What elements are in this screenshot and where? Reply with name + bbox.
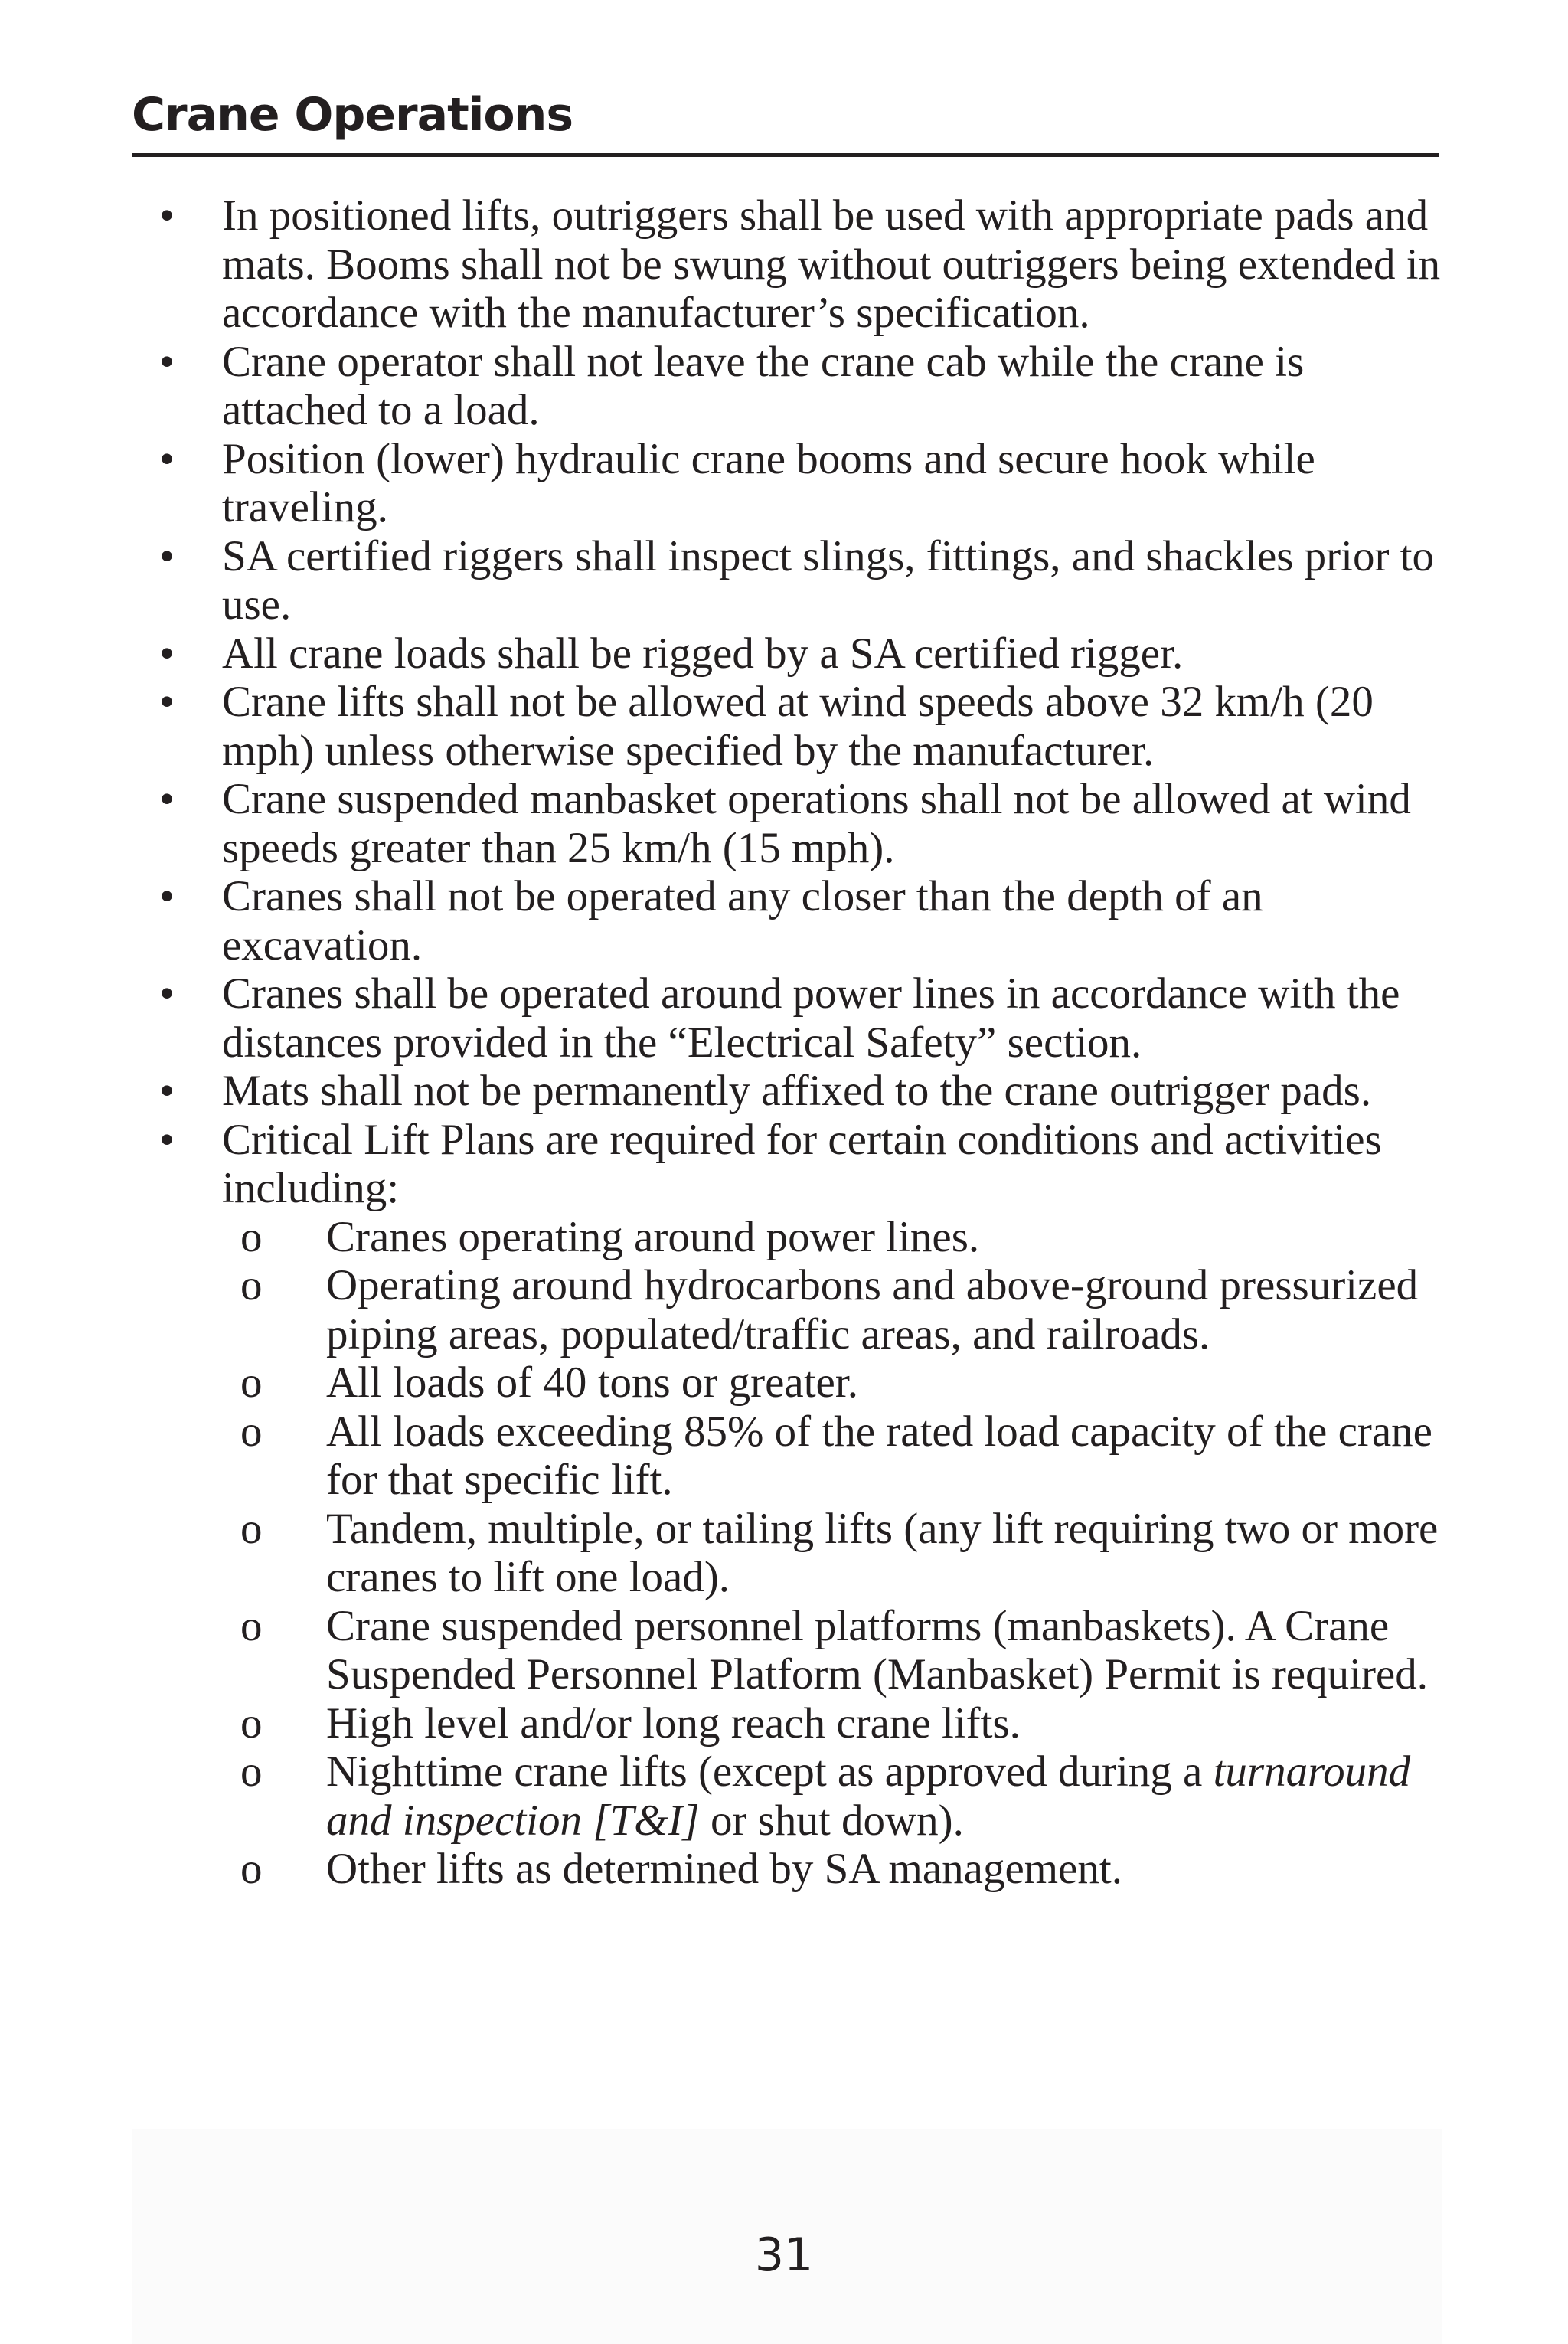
page-header bbox=[132, 77, 1439, 157]
list-item-text: In positioned lifts, outriggers shall be used with appropriate pads and mats. Booms shall not be swung without outriggers being extended in accordance with the manufacturer’s specification. bbox=[222, 191, 1441, 337]
bullet-icon: • bbox=[159, 872, 175, 920]
list-item-text: Critical Lift Plans are required for certain conditions and activities including: bbox=[222, 1115, 1382, 1212]
sub-list-item-text bbox=[326, 1747, 1410, 1845]
document-body bbox=[132, 191, 1449, 1894]
list-item bbox=[132, 1116, 1449, 1213]
sub-bullet-icon: o bbox=[240, 1407, 263, 1456]
list-item bbox=[132, 775, 1449, 872]
sub-list-item bbox=[132, 1213, 1449, 1262]
sub-list-item-text: Crane suspended personnel platforms (manbaskets). A Crane Suspended Personnel Platform (Manbasket) Permit is required. bbox=[326, 1601, 1428, 1698]
list-item bbox=[132, 969, 1449, 1067]
list-item-text: Cranes shall be operated around power lines in accordance with the distances provided in the “Electrical Safety” section. bbox=[222, 969, 1400, 1067]
list-item bbox=[132, 1067, 1449, 1116]
bullet-icon: • bbox=[159, 434, 175, 483]
sub-list-item bbox=[132, 1358, 1449, 1407]
sub-list-item-text: All loads exceeding 85% of the rated load capacity of the crane for that specific lift. bbox=[326, 1407, 1432, 1504]
list-item bbox=[132, 532, 1449, 629]
bullet-icon: • bbox=[159, 191, 175, 240]
sub-bullet-icon: o bbox=[240, 1601, 263, 1650]
sub-list-item bbox=[132, 1845, 1449, 1894]
sub-list-item bbox=[132, 1747, 1449, 1845]
list-item-text: SA certified riggers shall inspect slings, fittings, and shackles prior to use. bbox=[222, 531, 1435, 629]
list-item-text: Position (lower) hydraulic crane booms and secure hook while traveling. bbox=[222, 434, 1315, 531]
sub-bullet-icon: o bbox=[240, 1845, 263, 1893]
list-item bbox=[132, 629, 1449, 678]
list-item bbox=[132, 191, 1449, 338]
sub-list-item bbox=[132, 1505, 1449, 1602]
sub-list-item-text-end: or shut down). bbox=[699, 1796, 964, 1845]
list-item-text: Crane suspended manbasket operations shall not be allowed at wind speeds greater than 25 km/h (15 mph). bbox=[222, 775, 1411, 872]
list-item-text: Cranes shall not be operated any closer than the depth of an excavation. bbox=[222, 872, 1263, 969]
sub-list-item-text-start: Nighttime crane lifts (except as approved during a bbox=[326, 1747, 1214, 1796]
sub-list-item-text: Operating around hydrocarbons and above-ground pressurized piping areas, populated/traffic areas, and railroads. bbox=[326, 1261, 1419, 1358]
list-item-text: Crane operator shall not leave the crane cab while the crane is attached to a load. bbox=[222, 337, 1305, 434]
bullet-icon: • bbox=[159, 775, 175, 823]
sub-list-item-text: Cranes operating around power lines. bbox=[326, 1212, 980, 1261]
list-item bbox=[132, 872, 1449, 969]
bullet-icon: • bbox=[159, 629, 175, 678]
bullet-icon: • bbox=[159, 1115, 175, 1164]
page-number: 31 bbox=[754, 2228, 814, 2282]
bullet-icon: • bbox=[159, 531, 175, 580]
header-divider bbox=[132, 153, 1439, 157]
bullet-icon: • bbox=[159, 678, 175, 726]
sub-list-item-emphasis: turnaround and inspection [T&I] bbox=[326, 1747, 1411, 1845]
list-item-text: All crane loads shall be rigged by a SA certified rigger. bbox=[222, 629, 1184, 678]
sub-list-item-text: All loads of 40 tons or greater. bbox=[326, 1358, 858, 1407]
bullet-icon: • bbox=[159, 337, 175, 386]
sub-bullet-icon: o bbox=[240, 1358, 263, 1407]
page-title: Crane Operations bbox=[132, 88, 573, 142]
sub-bullet-icon: o bbox=[240, 1212, 263, 1261]
sub-bullet-icon: o bbox=[240, 1261, 263, 1309]
sub-list-item-text: Tandem, multiple, or tailing lifts (any lift requiring two or more cranes to lift one load). bbox=[326, 1504, 1439, 1601]
sub-list-item bbox=[132, 1699, 1449, 1748]
sub-list-item bbox=[132, 1407, 1449, 1505]
list-item bbox=[132, 435, 1449, 532]
list-item bbox=[132, 678, 1449, 775]
list-item-text: Mats shall not be permanently affixed to the crane outrigger pads. bbox=[222, 1067, 1372, 1115]
list-item bbox=[132, 338, 1449, 435]
sub-bullet-icon: o bbox=[240, 1504, 263, 1553]
sub-list-item-text: Other lifts as determined by SA management. bbox=[326, 1845, 1122, 1893]
sub-bullet-icon: o bbox=[240, 1698, 263, 1747]
sub-list-item-text: High level and/or long reach crane lifts. bbox=[326, 1698, 1021, 1747]
list-item-text: Crane lifts shall not be allowed at wind speeds above 32 km/h (20 mph) unless otherwise specified by the manufacturer. bbox=[222, 678, 1374, 775]
bullet-icon: • bbox=[159, 1067, 175, 1115]
sub-list-item bbox=[132, 1261, 1449, 1358]
sub-bullet-icon: o bbox=[240, 1747, 263, 1796]
sub-list-item bbox=[132, 1602, 1449, 1699]
bullet-icon: • bbox=[159, 969, 175, 1018]
